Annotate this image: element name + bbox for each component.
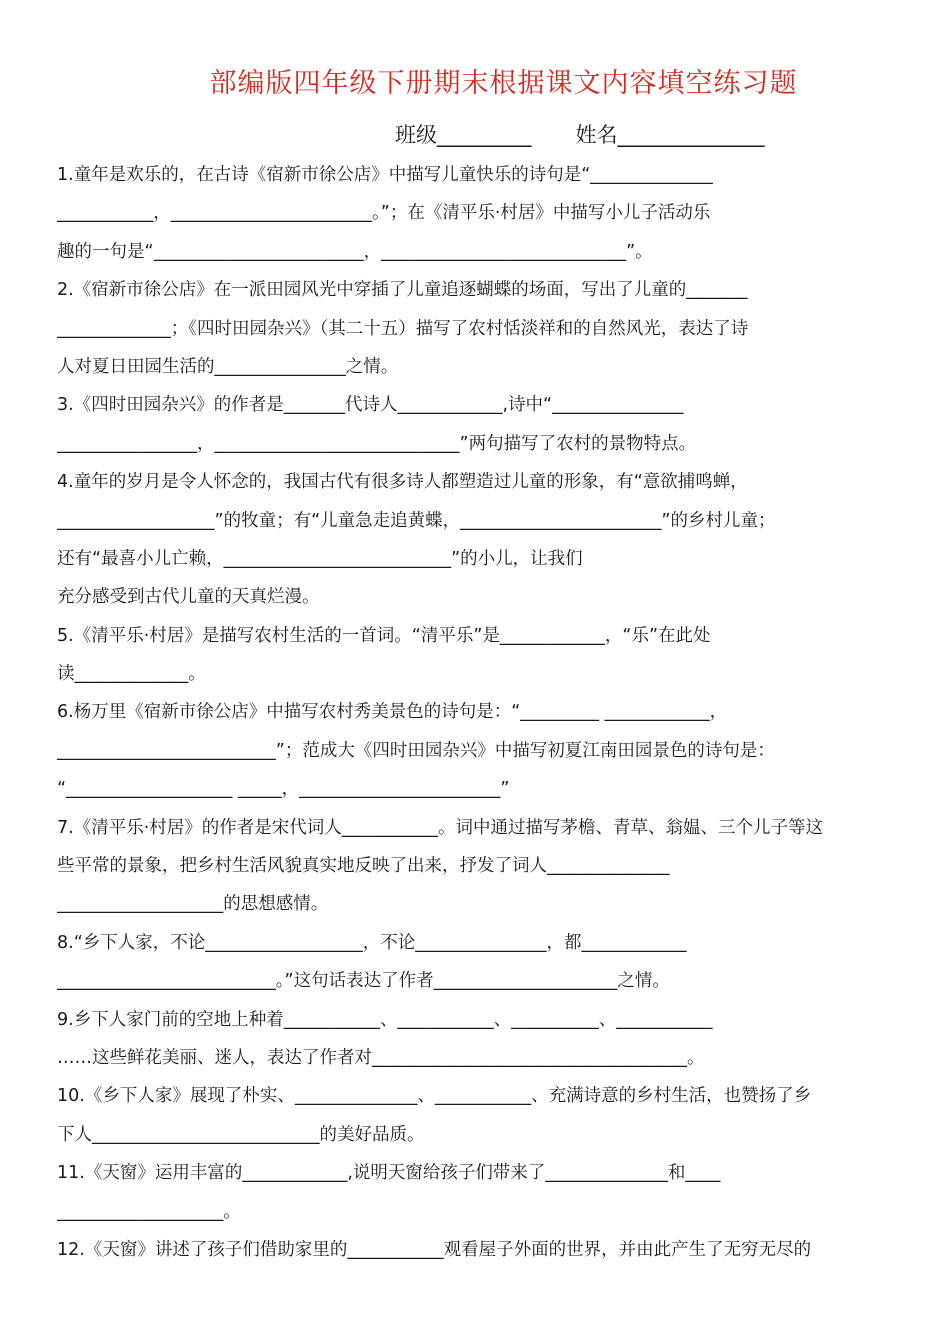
question-list: [57, 156, 910, 1269]
question-line: 4.童年的岁月是令人怀念的，我国古代有很多诗人都塑造过儿童的形象，有“意欲捕鸣蝉，: [57, 472, 748, 493]
question-line: 7.《清平乐·村居》的作者是宋代词人___________。词中通过描写茅檐、青草、翁媪、三个儿子等这: [57, 817, 824, 838]
question-line: 充分感受到古代儿童的天真烂漫。: [57, 587, 320, 608]
question-line: 趣的一句是“________________________，____________________________”。: [57, 241, 653, 262]
class-field: 班级_________: [395, 123, 532, 147]
student-info: [395, 120, 910, 150]
question-line: 些平常的景象，把乡村生活风貌真实地反映了出来，抒发了词人______________: [57, 856, 670, 877]
name-field: 姓名______________: [575, 123, 765, 147]
question-line: “___________________ _____，_______________________”: [57, 779, 510, 800]
question-line: 2.《宿新市徐公店》在一派田园风光中穿插了儿童追逐蝴蝶的场面，写出了儿童的_______: [57, 280, 748, 301]
question-line: 读_____________。: [57, 664, 206, 685]
question-line: _____________；《四时田园杂兴》（其二十五）描写了农村恬淡祥和的自然风光，表达了诗: [57, 318, 749, 339]
question-line: ……这些鲜花美丽、迷人，表达了作者对____________________________________。: [57, 1047, 705, 1068]
question-line: 下人__________________________的美好品质。: [57, 1124, 425, 1145]
question-line: ___________________。: [57, 1201, 241, 1222]
question-line: ___________________的思想感情。: [57, 894, 329, 915]
question-line: ___________，_______________________。”；在《清平乐·村居》中描写小儿子活动乐: [57, 203, 711, 224]
question-line: ________________，____________________________”两句描写了农村的景物特点。: [57, 433, 697, 454]
question-line: 人对夏日田园生活的_______________之情。: [57, 356, 399, 377]
question-line: 还有“最喜小儿亡赖，__________________________”的小儿，让我们: [57, 548, 583, 569]
worksheet-title: 部编版四年级下册期末根据课文内容填空练习题: [209, 68, 798, 99]
question-line: 12.《天窗》讲述了孩子们借助家里的___________观看屋子外面的世界，并由此产生了无穷无尽的: [57, 1239, 812, 1260]
question-line: __________________”的牧童；有“儿童急走追黄蝶，_______________________”的乡村儿童；: [57, 510, 776, 531]
question-line: 5.《清平乐·村居》是描写农村生活的一首词。“清平乐”是____________，“乐”在此处: [57, 625, 711, 646]
question-line: _________________________。”这句话表达了作者_____________________之情。: [57, 971, 670, 992]
question-line: 3.《四时田园杂兴》的作者是_______代诗人____________,诗中“_______________: [57, 395, 684, 416]
question-line: _________________________”；范成大《四时田园杂兴》中描写初夏江南田园景色的诗句是：: [57, 740, 775, 761]
question-line: 10.《乡下人家》展现了朴实、______________、___________、充满诗意的乡村生活，也赞扬了乡: [57, 1086, 812, 1107]
question-line: 1.童年是欢乐的，在古诗《宿新市徐公店》中描写儿童快乐的诗句是“______________: [57, 165, 713, 185]
question-line: 6.杨万里《宿新市徐公店》中描写农村秀美景色的诗句是：“_________ ____________，: [57, 702, 728, 723]
question-line: 11.《天窗》运用丰富的____________,说明天窗给孩子们带来了______________和____: [57, 1163, 721, 1184]
question-line: 9.乡下人家门前的空地上种着___________、___________、__________、___________: [57, 1009, 713, 1030]
question-line: 8.“乡下人家，不论__________________，不论_______________，都____________: [57, 932, 687, 953]
